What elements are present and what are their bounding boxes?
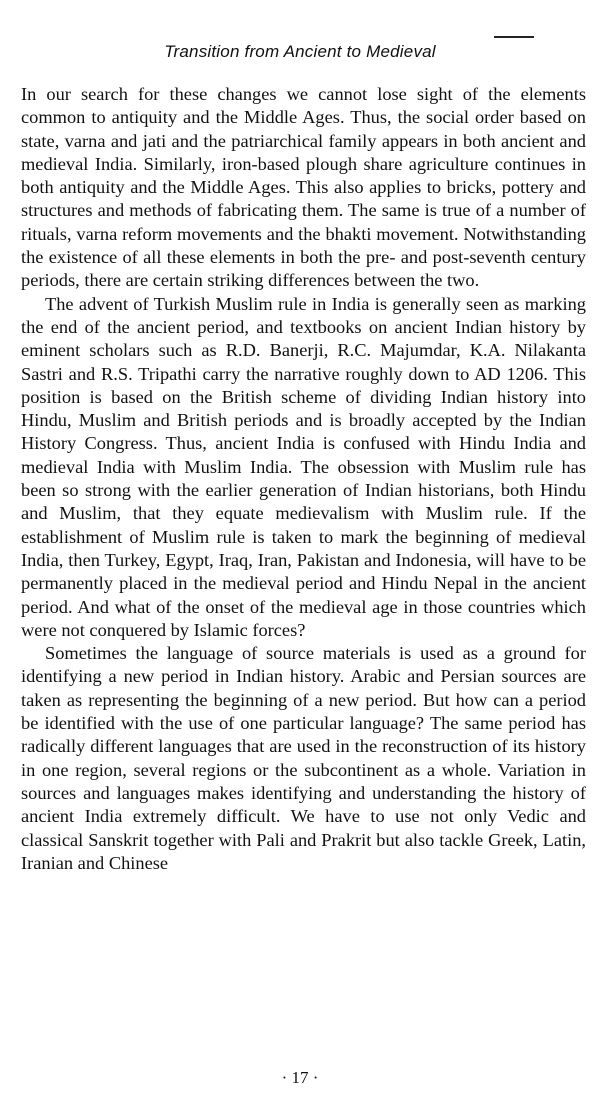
paragraph-2: The advent of Turkish Muslim rule in India is generally seen as marking the end of the ancient period, and textbooks on ancient Indian history by eminent scholars such as R.D. Banerji, R.C. Majumdar, K.A. Nilakanta Sastri and R.S. Tripathi carry the narrative roughly down to AD 1206. This position is based on the British scheme of dividing Indian history into Hindu, Muslim and British periods and is broadly accepted by the Indian History Congress. Thus, ancient India is confused with Hindu India and medieval India with Muslim India. The obsession with Muslim rule has been so strong with the earlier generation of Indian historians, both Hindu and Muslim, that they equate medievalism with Muslim rule. If the establishment of Muslim rule is taken to mark the beginning of medieval India, then Turkey, Egypt, Iraq, Iran, Pakistan and Indonesia, will have to be permanently placed in the medieval period and Hindu Nepal in the ancient period. And what of the onset of the medieval age in those countries which were not conquered by Islamic forces? (21, 293, 586, 640)
running-head-title: Transition from Ancient to Medieval (164, 42, 436, 61)
header-rule (494, 36, 534, 38)
paragraph-3: Sometimes the language of source materials is used as a ground for identifying a new period in Indian history. Arabic and Persian sources are taken as representing the beginning of a new period. But how can a period be identified with the use of one particular language? The same period has radically different languages that are used in the reconstruction of its history in one region, several regions or the subcontinent as a whole. Variation in sources and languages makes identifying and understanding the history of ancient India extremely difficult. We have to use not only Vedic and classical Sanskrit together with Pali and Prakrit but also tackle Greek, Latin, Iranian and Chinese (21, 643, 586, 873)
body-text (21, 83, 586, 875)
page-number: · 17 · (281, 1068, 319, 1087)
paragraph-1: In our search for these changes we cannot lose sight of the elements common to antiquity and the Middle Ages. Thus, the social order based on state, varna and jati and the patriarchical family appears in both ancient and medieval India. Similarly, iron-based plough share agriculture continues in both antiquity and the Middle Ages. This also applies to bricks, pottery and structures and methods of fabricating them. The same is true of a number of rituals, varna reform movements and the bhakti movement. Notwithstanding the existence of all these elements in both the pre- and post-seventh century periods, there are certain striking differences between the two. (21, 84, 586, 291)
